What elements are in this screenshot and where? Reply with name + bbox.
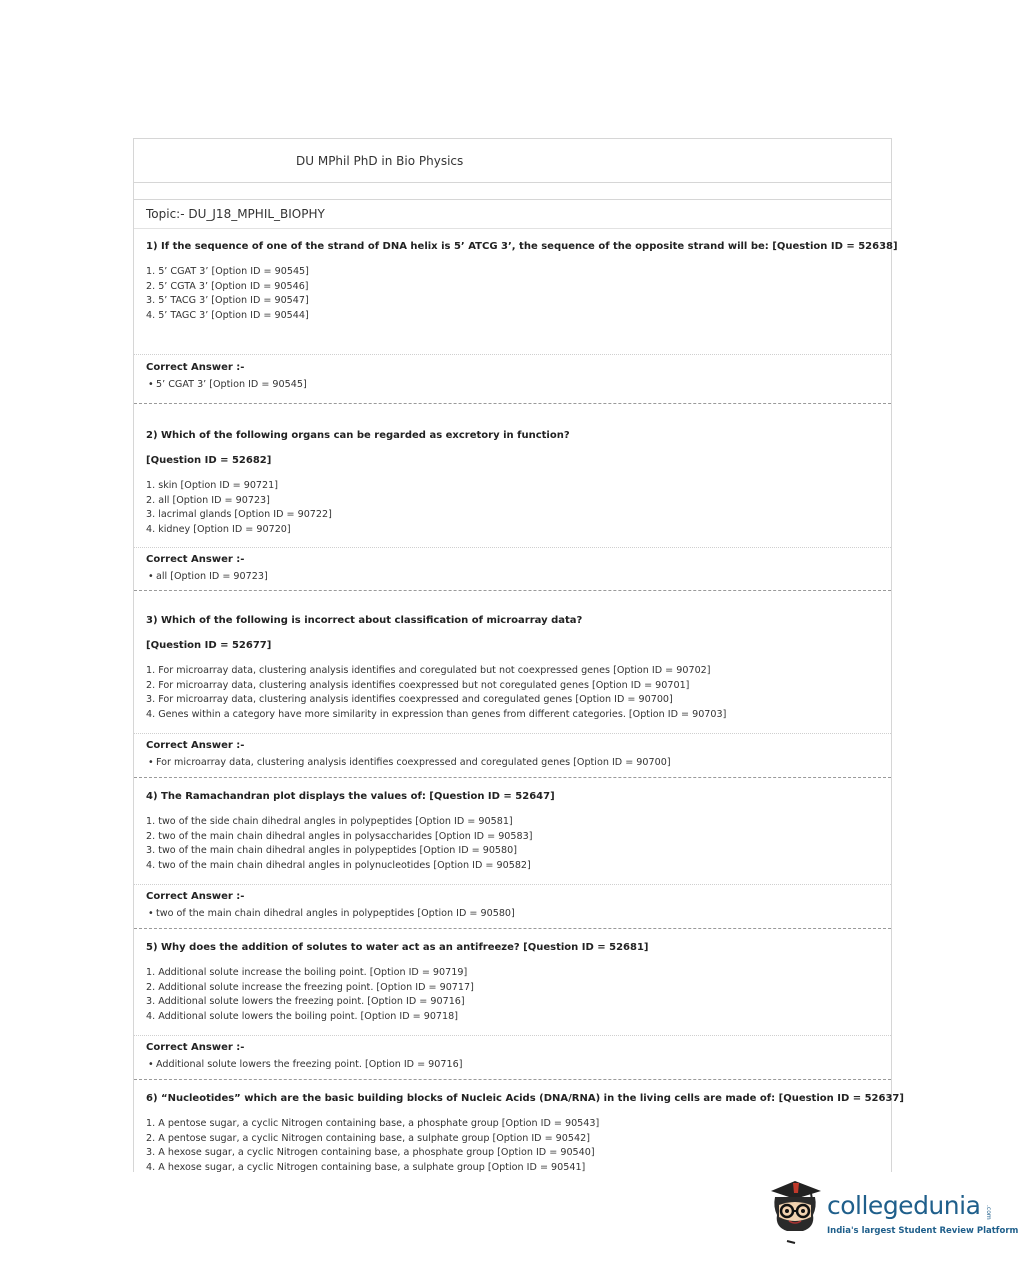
option: 4. A hexose sugar, a cyclic Nitrogen containing base, a sulphate group [Option ID = 90541] — [146, 1161, 586, 1173]
question-text: 6) “Nucleotides” which are the basic building blocks of Nucleic Acids (DNA/RNA) in the living cells are made of: [Question ID = 52637] — [146, 1093, 904, 1104]
options-list — [134, 664, 726, 722]
correct-answer-text: Additional solute lowers the freezing point. [Option ID = 90716] — [156, 1059, 463, 1070]
question-4 — [134, 778, 891, 929]
logo-wordmark: collegedunia — [827, 1191, 981, 1220]
logo-domain-suffix: .com — [985, 1205, 992, 1220]
question-paper — [133, 138, 904, 1173]
option: 4. Genes within a category have more similarity in expression than genes from different categories. [Option ID = 90703] — [146, 708, 727, 720]
option: 1. A pentose sugar, a cyclic Nitrogen containing base, a phosphate group [Option ID = 90543] — [146, 1118, 600, 1129]
option: 1. 5’ CGAT 3’ [Option ID = 90545] — [146, 266, 309, 277]
correct-answer-text: 5’ CGAT 3’ [Option ID = 90545] — [156, 379, 307, 390]
collegedunia-logo — [765, 1177, 1019, 1247]
option: 2. two of the main chain dihedral angles in polysaccharides [Option ID = 90583] — [146, 830, 533, 842]
bullet-icon: • — [148, 571, 154, 582]
topic-label: Topic:- DU_J18_MPHIL_BIOPHY — [146, 207, 325, 221]
options-list — [134, 815, 532, 873]
options-list — [134, 265, 309, 323]
correct-answer-text: two of the main chain dihedral angles in polypeptides [Option ID = 90580] — [156, 908, 515, 919]
correct-answer-label: Correct Answer :- — [146, 362, 245, 373]
answer-section — [134, 884, 891, 929]
correct-answer-text: For microarray data, clustering analysis identifies coexpressed and coregulated genes [Option ID = 90700] — [156, 757, 671, 768]
bullet-icon: • — [148, 908, 154, 919]
question-text: 5) Why does the addition of solutes to water act as an antifreeze? [Question ID = 52681] — [146, 942, 649, 953]
options-list — [134, 966, 474, 1024]
topic-row — [134, 200, 891, 229]
option: 2. all [Option ID = 90723] — [146, 494, 270, 506]
correct-answer — [134, 757, 671, 768]
correct-answer — [134, 908, 515, 919]
paper-title: DU MPhil PhD in Bio Physics — [296, 154, 464, 168]
paper-header — [134, 139, 891, 183]
option: 4. kidney [Option ID = 90720] — [146, 523, 291, 535]
option: 1. two of the side chain dihedral angles in polypeptides [Option ID = 90581] — [146, 816, 513, 827]
option: 2. Additional solute increase the freezing point. [Option ID = 90717] — [146, 981, 474, 993]
option: 4. 5’ TAGC 3’ [Option ID = 90544] — [146, 309, 309, 321]
question-5 — [134, 929, 891, 1080]
option: 4. two of the main chain dihedral angles in polynucleotides [Option ID = 90582] — [146, 859, 531, 871]
option: 3. Additional solute lowers the freezing point. [Option ID = 90716] — [146, 996, 465, 1008]
logo-tagline: India's largest Student Review Platform — [827, 1226, 1019, 1236]
option: 1. skin [Option ID = 90721] — [146, 480, 278, 491]
correct-answer-label: Correct Answer :- — [146, 1042, 245, 1053]
question-2 — [134, 405, 891, 591]
option: 4. Additional solute lowers the boiling point. [Option ID = 90718] — [146, 1010, 458, 1022]
option: 1. For microarray data, clustering analysis identifies and coregulated but not coexpressed genes [Option ID = 90702] — [146, 665, 711, 676]
option: 3. 5’ TACG 3’ [Option ID = 90547] — [146, 295, 309, 307]
answer-section — [134, 354, 891, 404]
options-list — [134, 1117, 599, 1175]
option: 2. 5’ CGTA 3’ [Option ID = 90546] — [146, 280, 309, 292]
question-id: [Question ID = 52677] — [146, 640, 272, 651]
option: 2. A pentose sugar, a cyclic Nitrogen containing base, a sulphate group [Option ID = 90542] — [146, 1132, 590, 1144]
question-1 — [134, 229, 898, 405]
question-text: 4) The Ramachandran plot displays the values of: [Question ID = 52647] — [146, 791, 555, 802]
option: 3. A hexose sugar, a cyclic Nitrogen containing base, a phosphate group [Option ID = 90540] — [146, 1147, 595, 1159]
correct-answer-label: Correct Answer :- — [146, 740, 245, 751]
answer-section — [134, 1035, 891, 1080]
bullet-icon: • — [148, 379, 154, 390]
answer-section — [134, 547, 891, 591]
question-id: [Question ID = 52682] — [146, 455, 272, 466]
correct-answer — [134, 379, 307, 390]
question-text: 3) Which of the following is incorrect about classification of microarray data? — [146, 615, 583, 626]
option: 3. two of the main chain dihedral angles in polypeptides [Option ID = 90580] — [146, 845, 517, 857]
bullet-icon: • — [148, 757, 154, 768]
question-3 — [134, 591, 891, 778]
option: 3. For microarray data, clustering analysis identifies coexpressed and coregulated genes [Option ID = 90700] — [146, 694, 673, 706]
correct-answer — [134, 571, 268, 582]
question-divider — [134, 403, 891, 404]
correct-answer — [134, 1059, 462, 1070]
options-list — [134, 479, 332, 537]
correct-answer-text: all [Option ID = 90723] — [156, 571, 268, 582]
answer-section — [134, 733, 891, 778]
question-text: 1) If the sequence of one of the strand of DNA helix is 5’ ATCG 3’, the sequence of the opposite strand will be: [Question ID = 52638] — [146, 241, 898, 252]
option: 3. lacrimal glands [Option ID = 90722] — [146, 509, 332, 521]
correct-answer-label: Correct Answer :- — [146, 891, 245, 902]
option: 1. Additional solute increase the boiling point. [Option ID = 90719] — [146, 967, 468, 978]
option: 2. For microarray data, clustering analysis identifies coexpressed but not coregulated genes [Option ID = 90701] — [146, 679, 690, 691]
header-spacer — [134, 183, 891, 200]
bullet-icon: • — [148, 1059, 154, 1070]
question-text: 2) Which of the following organs can be regarded as excretory in function? — [146, 430, 570, 441]
mascot-icon — [765, 1177, 825, 1247]
correct-answer-label: Correct Answer :- — [146, 554, 245, 565]
